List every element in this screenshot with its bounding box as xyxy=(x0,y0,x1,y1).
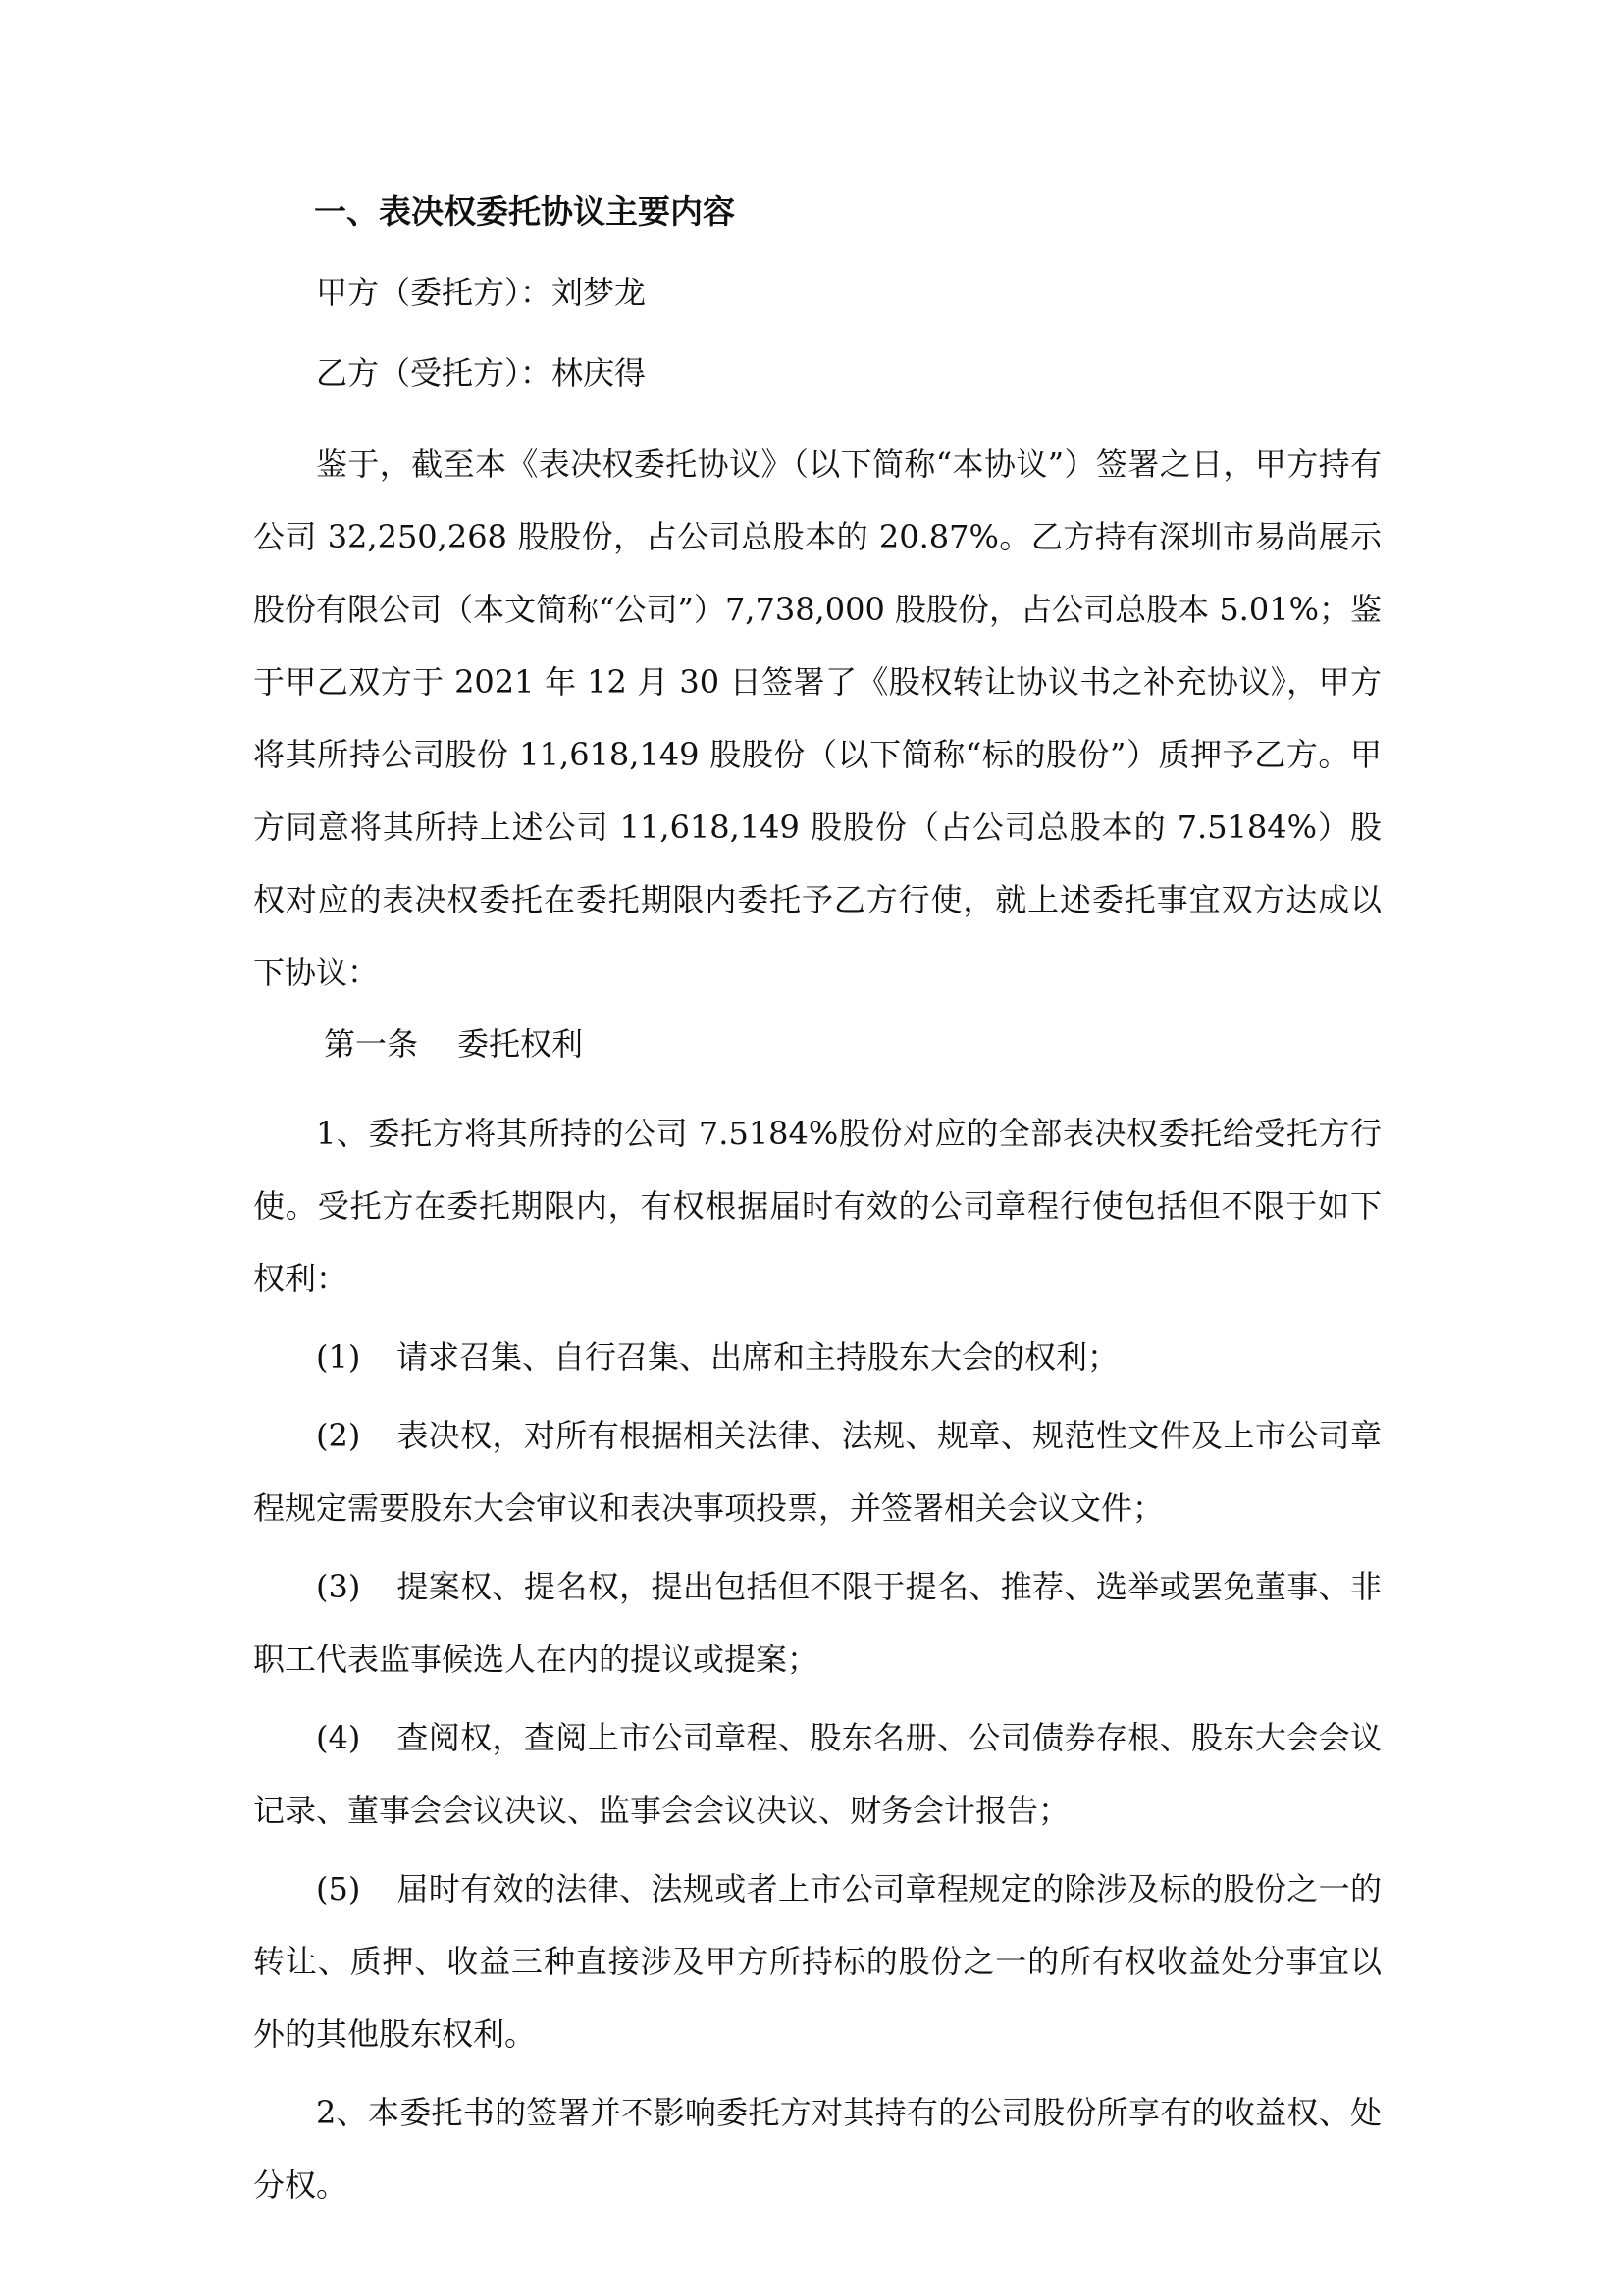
rights-item-1 xyxy=(253,1321,1382,1393)
rights-item-number: (4) xyxy=(316,1719,361,1756)
rights-item-5 xyxy=(253,1852,1382,2070)
document-body xyxy=(253,186,1382,2227)
article-title: 委托权利 xyxy=(457,1025,584,1063)
rights-item-text: 请求召集、自行召集、出席和主持股东大会的权利； xyxy=(396,1338,1120,1376)
rights-item-text: 届时有效的法律、法规或者上市公司章程规定的除涉及标的股份之一的转让、质押、收益三种直接涉及甲方所持标的股份之一的所有权收益处分事宜以外的其他股东权利。 xyxy=(253,1870,1382,2053)
article-heading xyxy=(324,1018,1382,1070)
clause-2-paragraph: 2、本委托书的签署并不影响委托方对其持有的公司股份所享有的收益权、处分权。 xyxy=(253,2094,1382,2204)
section-heading: 一、表决权委托协议主要内容 xyxy=(314,192,735,231)
rights-item-number: (5) xyxy=(316,1870,361,1907)
rights-item-number: (1) xyxy=(316,1338,361,1376)
article-number: 第一条 xyxy=(324,1025,419,1063)
rights-item-text: 查阅权，查阅上市公司章程、股东名册、公司债券存根、股东大会会议记录、董事会会议决议、监事会会议决议、财务会计报告； xyxy=(253,1719,1382,1829)
clause-1-paragraph: 1、委托方将其所持的公司 7.5184%股份对应的全部表决权委托给受托方行使。受托方在委托期限内，有权根据届时有效的公司章程行使包括但不限于如下权利： xyxy=(253,1115,1382,1297)
preamble-paragraph: 鉴于，截至本《表决权委托协议》（以下简称“本协议”）签署之日，甲方持有公司 32,250,268 股股份，占公司总股本的 20.87%。乙方持有深圳市易尚展示股份有限公司（本文简称“公司”）7,738,000 股股份，占公司总股本 5.01%；鉴于甲乙双方于 2021 年 12 月 30 日签署了《股权转让协议书之补充协议》，甲方将其所持公司股份 11,618,149 股股份（以下简称“标的股份”）质押予乙方。甲方同意将其所持上述公司 11,618,149 股股份（占公司总股本的 7.5184%）股权对应的表决权委托在委托期限内委托予乙方行使，就上述委托事宜双方达成以下协议： xyxy=(253,445,1382,991)
rights-item-2 xyxy=(253,1399,1382,1544)
rights-item-4 xyxy=(253,1701,1382,1847)
rights-item-3 xyxy=(253,1550,1382,1696)
rights-item-number: (2) xyxy=(316,1417,361,1454)
party-a-line: 甲方（委托方）：刘梦龙 xyxy=(316,274,647,311)
party-b-line: 乙方（受托方）：林庆得 xyxy=(316,354,647,391)
rights-item-text: 表决权，对所有根据相关法律、法规、规章、规范性文件及上市公司章程规定需要股东大会审议和表决事项投票，并签署相关会议文件； xyxy=(253,1417,1382,1527)
rights-item-number: (3) xyxy=(316,1568,361,1605)
rights-item-text: 提案权、提名权，提出包括但不限于提名、推荐、选举或罢免董事、非职工代表监事候选人在内的提议或提案； xyxy=(253,1568,1382,1678)
